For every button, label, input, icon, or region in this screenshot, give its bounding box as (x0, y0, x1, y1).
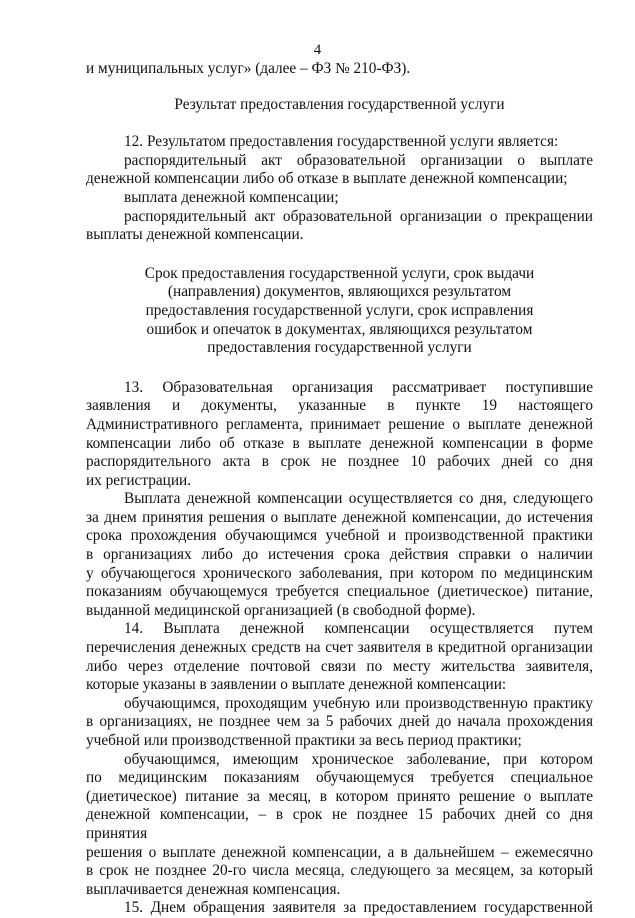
paragraph-15-line: 15. Днем обращения заявителя за предоставлением государственной (124, 899, 593, 917)
paragraph-13 (86, 379, 593, 491)
text-line: у обучающегося хронического заболевания, при котором по медицинским (86, 564, 593, 582)
text-line: решения о выплате денежной компенсации, а в дальнейшем – ежемесячно (86, 843, 593, 861)
text-line: денежной компенсации, – в срок не позднее 15 рабочих дней со дня принятия (86, 806, 593, 842)
text-line: обучающимся, проходящим учебную или производственную практику (124, 694, 593, 712)
p12-item1-line1: распорядительный акт образовательной организации о выплате (124, 151, 593, 169)
text-line: показаниям обучающемуся требуется специальное (диетическое) питание, (86, 583, 593, 601)
text-line: которые указаны в заявлении о выплате денежной компенсации: (86, 676, 507, 694)
section-heading-result: Результат предоставления государственной услуги (174, 95, 505, 113)
p12-item3-line2: выплаты денежной компенсации. (86, 226, 304, 244)
heading-term-line: (направления) документов, являющихся результатом (167, 283, 512, 301)
text-line: по медицинским показаниям обучающемуся требуется специальное (86, 769, 593, 787)
text-line: в организациях, не позднее чем за 5 рабочих дней до начала прохождения (86, 713, 593, 731)
p12-item1-line2: денежной компенсации либо об отказе в выплате денежной компенсации; (86, 170, 568, 188)
text-line: выданной медицинской организацией (в свободной форме). (86, 601, 476, 619)
text-line: обучающимся, имеющим хроническое заболевание, при котором (124, 750, 593, 768)
text-line: Выплата денежной компенсации осуществляется со дня, следующего (124, 490, 593, 508)
text-line: компенсации либо об отказе в выплате денежной компенсации в форме (86, 434, 593, 452)
section-heading-term (86, 265, 593, 358)
text-line: Административного регламента, принимает решение о выплате денежной (86, 415, 593, 433)
text-line: учебной или производственной практики за весь период практики; (86, 732, 522, 749)
intro-line: и муниципальных услуг» (далее – ФЗ № 210-ФЗ). (86, 60, 411, 77)
p12-lead: 12. Результатом предоставления государственной услуги является: (124, 133, 559, 151)
heading-term-line: предоставления государственной услуги, срок исправления (145, 301, 534, 319)
paragraph-13-payment (86, 490, 593, 620)
paragraph-14-chronic (86, 751, 593, 900)
page-number: 4 (313, 42, 322, 58)
text-line: в срок не позднее 20-го числа месяца, следующего за месяцем, за который (86, 862, 593, 880)
heading-term-line: ошибок и опечаток в документах, являющихся результатом (146, 320, 533, 338)
text-line: либо через отделение почтовой связи по месту жительства заявителя, (86, 657, 593, 675)
text-line: перечисления денежных средств на счет заявителя в кредитной организации (86, 639, 593, 657)
heading-term-line: Срок предоставления государственной услуги, срок выдачи (144, 264, 535, 282)
text-line: их регистрации. (86, 471, 192, 489)
text-line: (диетическое) питание за месяц, в котором принято решение о выплате (86, 787, 593, 805)
p12-item2: выплата денежной компенсации; (124, 188, 339, 206)
text-line: заявления и документы, указанные в пункте 19 настоящего (86, 397, 593, 415)
text-line: в организациях либо до истечения срока действия справки о наличии (86, 546, 593, 564)
text-line: 14. Выплата денежной компенсации осуществляется путем (124, 620, 593, 638)
paragraph-14-practice (86, 695, 593, 751)
paragraph-12 (86, 133, 593, 245)
heading-term-line: предоставления государственной услуги (207, 339, 472, 357)
text-line: выплачивается денежная компенсация. (86, 880, 341, 898)
text-line: за днем принятия решения о выплате денежной компенсации, до истечения (86, 508, 593, 526)
p12-item3-line1: распорядительный акт образовательной организации о прекращении (124, 207, 593, 225)
text-line: 13. Образовательная организация рассматривает поступившие (124, 378, 593, 396)
paragraph-14 (86, 620, 593, 694)
text-line: распорядительного акта в срок не позднее 10 рабочих дней со дня (86, 453, 593, 471)
document-body (86, 60, 593, 918)
text-line: срока прохождения обучающимся учебной и производственной практики (86, 527, 593, 545)
